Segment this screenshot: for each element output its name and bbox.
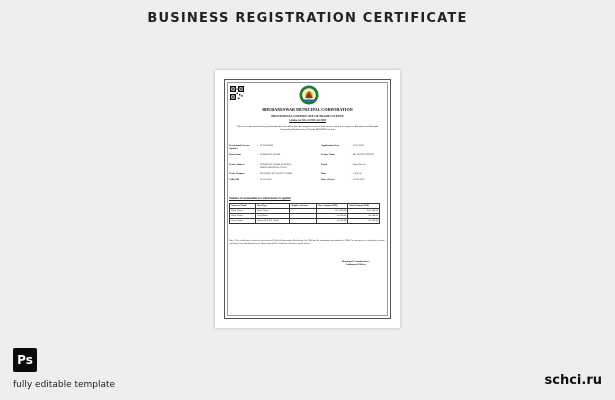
field-colon: :	[257, 153, 258, 156]
field-colon-2: :	[350, 153, 351, 156]
field-colon: :	[257, 144, 258, 147]
column-header: Item Type	[255, 204, 289, 209]
field-label-2: Ward	[321, 163, 328, 166]
field-value: TRADING OF WASTE PAPER	[260, 172, 293, 175]
table-cell: 1	[290, 208, 317, 213]
certificate-document	[215, 70, 400, 328]
field-label-2: Trader Name	[321, 153, 336, 156]
field-value-2: 1,000.00	[353, 172, 362, 175]
field-value: 31-03-2023	[260, 178, 272, 181]
field-label: Provisional License Number	[229, 144, 250, 150]
field-colon: :	[257, 163, 258, 166]
intro-paragraph: This is to certify that following information has been taken from the original records of trade license which is in register of Bhubaneswar Municipal Corporation,Bhubaneswar of Nrusha KHORDHA of state	[236, 125, 379, 131]
brand-name: schci.ru	[544, 373, 602, 388]
signature-line-1: Municipal Commissioner /	[341, 260, 370, 263]
field-label-2: Application Year	[321, 144, 340, 147]
field-colon-2: :	[350, 163, 351, 166]
field-colon: :	[257, 172, 258, 175]
table-cell: Rs.500.00	[348, 213, 380, 218]
table-row	[230, 218, 380, 223]
authority-name: BHUBANESWAR MUNICIPAL CORPORATION	[262, 107, 353, 112]
table-cell: Rs.500.00	[317, 218, 348, 223]
field-label: Trade Address	[229, 163, 245, 166]
field-value: COMPANY NAME	[260, 153, 281, 156]
table-cell: Waste House	[255, 208, 289, 213]
field-label: Trade Purpose	[229, 172, 245, 175]
field-label-2: Rate	[321, 172, 326, 175]
table-cell: Rs.2,000.00	[317, 208, 348, 213]
field-colon: :	[257, 178, 258, 181]
field-value-2: Mr. JOHN CITIZEN	[353, 153, 374, 156]
column-header: Nature of Trade	[230, 204, 256, 209]
field-value: COMPANY NAME STATION, BHUBANESWAR-751017	[260, 163, 292, 169]
field-label: Valid Till	[229, 178, 239, 181]
table-cell: 1	[290, 218, 317, 223]
commodities-table	[229, 203, 380, 224]
template-tagline: fully editable template	[13, 380, 116, 390]
field-colon-2: :	[350, 172, 351, 175]
table-cell: Waste House	[230, 218, 256, 223]
field-row	[229, 153, 386, 163]
field-colon-2: :	[350, 144, 351, 147]
table-cell: Card Board	[255, 213, 289, 218]
certificate-note: Note : This certificate is issued as per section 4 (1)(b) of Information Technology Act 2000 and its subsequent amendments in 2008. For any query or verification, please visit https://www.bhubaneswar.me Tampering of this certificate will attract penal action.	[229, 240, 385, 245]
field-row	[229, 144, 386, 153]
table-cell: Rs.500.00	[317, 213, 348, 218]
signature-block	[342, 260, 370, 267]
license-fields	[229, 144, 386, 184]
municipal-emblem-icon	[299, 85, 319, 105]
certificate-subtitle: License u/s 516 of OMC Act 2003	[289, 119, 326, 122]
table-cell: 1	[290, 213, 317, 218]
certificate-title: PROVISIONAL CERTIFICATE OF TRADE LICENSE	[271, 114, 344, 118]
field-row	[229, 178, 386, 184]
table-cell: Others (D.B.P & Cloth)	[255, 218, 289, 223]
column-header: Number of items	[290, 204, 317, 209]
column-header: Total Amount (INR)	[348, 204, 380, 209]
qr-code-icon	[230, 86, 244, 100]
signature-line-2: Authorized Officer	[345, 263, 367, 267]
photoshop-logo-icon: Ps	[13, 348, 37, 372]
table-cell: Waste House	[230, 208, 256, 213]
table-cell: Waste House	[230, 213, 256, 218]
page-heading: BUSINESS REGISTRATION CERTIFICATE	[147, 11, 468, 26]
field-label-2: Date of Issue	[321, 178, 335, 181]
field-label: Firm Name	[229, 153, 242, 156]
column-header: Base Amount (INR)	[317, 204, 348, 209]
table-cell: Rs.500.00	[348, 218, 380, 223]
field-value: TL22030009	[260, 144, 274, 147]
certificate-border	[224, 79, 391, 319]
commodities-heading: Number of commodities for which license is applied	[229, 197, 291, 200]
field-colon-2: :	[350, 178, 351, 181]
table-cell: Rs.2,000.00	[348, 208, 380, 213]
field-value-2: 23-03-2022	[353, 178, 365, 181]
field-value-2: Ward No-10	[353, 163, 366, 166]
field-value-2: 2022-2023	[353, 144, 364, 147]
field-row	[229, 163, 386, 172]
